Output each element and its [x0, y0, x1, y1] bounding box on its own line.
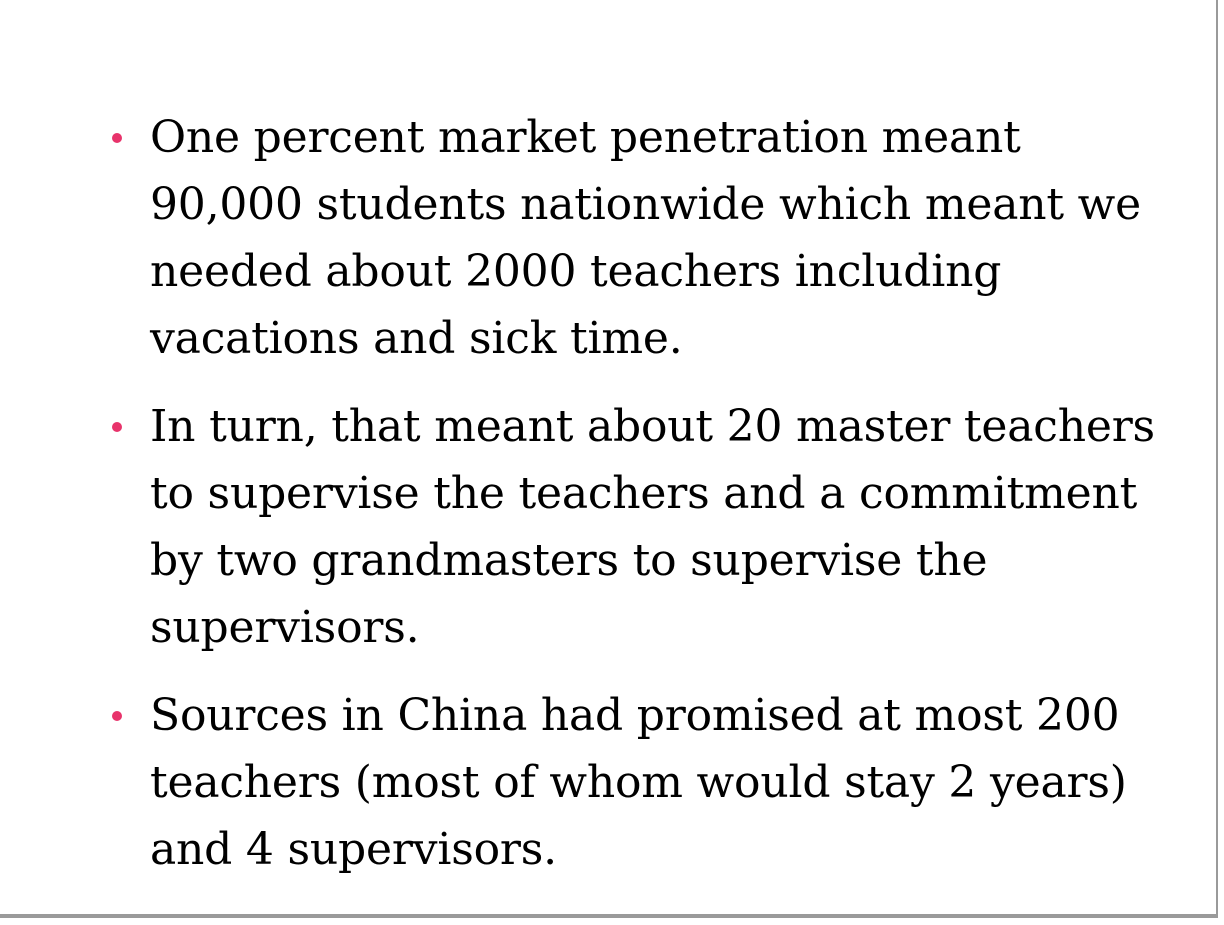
bullet-text: In turn, that meant about 20 master teachers to supervise the teachers and a commitment by two grandmasters to supervise the supervisors.	[150, 401, 1155, 653]
bullet-text: Sources in China had promised at most 200 teachers (most of whom would stay 2 years) and 4 supervisors.	[150, 690, 1127, 875]
bullet-item	[106, 393, 1166, 661]
bullet-text: One percent market penetration meant 90,000 students nationwide which meant we needed about 2000 teachers including vacations and sick time.	[150, 112, 1141, 364]
bullet-dot-icon	[106, 682, 128, 749]
bullet-item	[106, 104, 1166, 372]
bullet-dot-icon	[106, 104, 128, 171]
bullet-item	[106, 682, 1166, 883]
bullet-dot-icon	[106, 393, 128, 460]
bullet-list	[106, 104, 1166, 904]
